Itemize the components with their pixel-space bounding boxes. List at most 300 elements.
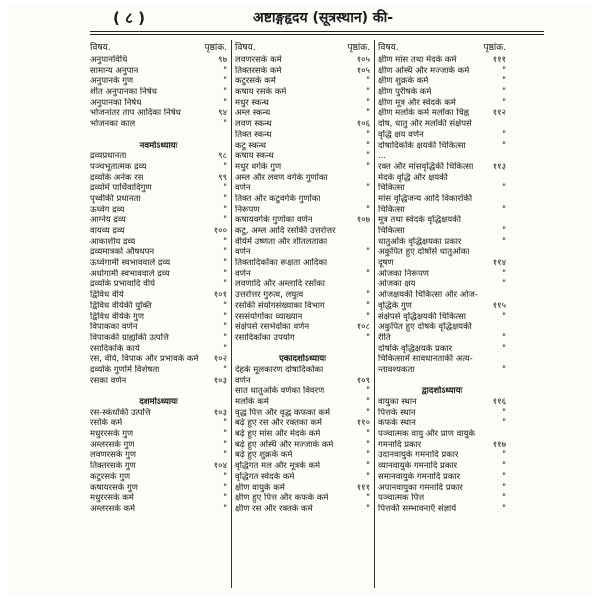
entry-page: १०५ [356, 55, 370, 65]
entry-subject: वायव्य द्रव्य [90, 226, 125, 236]
entry-page: ११५ [492, 300, 506, 311]
index-entry [90, 226, 227, 237]
index-entry [90, 108, 227, 119]
index-entry [90, 194, 227, 205]
index-entry [378, 194, 506, 205]
entry-page: " [223, 119, 227, 130]
entry-subject: क्षीण रस और रक्तके कर्म [235, 503, 313, 514]
entry-subject: वृद्धिगत स्वेदके कर्म [235, 471, 295, 482]
entry-subject: क्षीण शुक्रके कर्म [378, 76, 429, 87]
entry-subject: कषायवर्गके गुणोंका वर्णन [235, 215, 313, 226]
page-number: ( ८ ) [113, 9, 145, 27]
entry-subject: पित्तकी सम्भावनाएँ संज्ञायें [378, 503, 457, 514]
entry-page: " [223, 311, 227, 322]
chapter-heading [235, 354, 370, 365]
index-column-2 [235, 40, 370, 515]
entry-page: १०२ [213, 354, 227, 365]
entry-page: " [502, 65, 506, 76]
index-entry [378, 226, 506, 237]
entry-page: " [366, 503, 370, 514]
entry-subject: पृथ्वीकी प्रधानता [90, 193, 141, 204]
index-entry [378, 312, 506, 323]
entry-subject: क्षीण मांस तथा मेदके कर्म [378, 55, 457, 65]
entry-subject: ओजका क्षय [378, 279, 416, 290]
entry-subject: चिकित्सा [378, 204, 405, 215]
entry-subject: द्रव्योंके गुणोंमें विशेषता [90, 364, 160, 375]
entry-subject: कषाय स्कन्ध [235, 151, 274, 162]
entry-page: " [366, 151, 370, 162]
index-entry [378, 87, 506, 98]
entry-subject: व्यानवायुके गमनादि प्रकार [378, 461, 458, 472]
index-entry [90, 504, 227, 515]
entry-page: " [366, 268, 370, 279]
index-entry [235, 215, 370, 226]
running-title: अष्टाङ्गहृदय (सूत्रस्थान) की- [253, 10, 394, 26]
entry-subject: द्विविध वीर्य [90, 290, 124, 301]
entry-page: १०० [213, 226, 227, 236]
entry-subject: क्षीण हुए पित्त और कफके कर्म [235, 493, 329, 504]
entry-page: " [502, 129, 506, 140]
entry-page: " [502, 183, 506, 194]
entry-list [235, 55, 370, 515]
index-entry [378, 376, 506, 387]
subject-heading: विषय. [90, 43, 111, 53]
index-entry [378, 354, 506, 365]
page-heading: पृष्ठांक. [347, 43, 370, 53]
entry-page: " [502, 268, 506, 279]
entry-subject: दोष, धातु और मलोंकी संक्षेपसे [378, 119, 472, 130]
entry-page: ११४ [492, 258, 506, 269]
entry-page: " [366, 97, 370, 108]
entry-subject: रससंयोगोंका व्याख्यान [235, 311, 303, 322]
index-entry [235, 258, 370, 269]
index-entry [378, 322, 506, 333]
index-entry [378, 450, 506, 461]
entry-subject: तिक्तरसके कर्म [235, 65, 282, 76]
entry-subject: रीति [378, 332, 391, 343]
entry-page: ११६ [492, 397, 506, 407]
entry-page: " [223, 343, 227, 354]
entry-subject: चिकित्सामें सावधानताकी अत्य- [378, 354, 473, 365]
entry-page: " [366, 290, 370, 301]
entry-subject: कटुरसके कर्म [235, 76, 276, 87]
index-entry [90, 119, 227, 130]
index-entry [235, 119, 370, 130]
entry-page: " [502, 76, 506, 87]
entry-subject: अकुपित हुए दोषोंसे धातुओंका [378, 247, 470, 258]
entry-page: " [366, 161, 370, 172]
column-header [90, 40, 227, 52]
entry-subject: वृद्धि क्षय वर्णन [378, 129, 424, 140]
entry-page: " [223, 87, 227, 98]
entry-subject: रस-स्कंधोंकी उत्पत्ति [90, 407, 151, 418]
entry-page: ११३ [492, 161, 506, 172]
entry-subject: कफके स्थान [378, 418, 416, 429]
entry-subject: वृद्धिगत मल और मूत्रके कर्म [235, 461, 321, 472]
entry-page: " [223, 332, 227, 343]
subject-heading: विषय. [378, 43, 399, 53]
entry-page: ११७ [492, 439, 506, 450]
entry-page: " [502, 87, 506, 98]
index-entry [90, 386, 227, 397]
entry-subject: रसका वर्णन [90, 375, 127, 386]
index-entry [90, 472, 227, 483]
index-entry [90, 98, 227, 109]
entry-page: " [502, 471, 506, 482]
index-entry [235, 418, 370, 429]
index-entry [378, 408, 506, 419]
entry-page: " [366, 129, 370, 140]
entry-subject: बढ़े हुए रस और रक्तका कर्म [235, 418, 322, 429]
index-entry [90, 237, 227, 248]
entry-subject: अम्लरसके कर्म [90, 503, 136, 514]
index-entry [90, 418, 227, 429]
index-entry [90, 376, 227, 387]
entry-subject: कषाय रसके कर्म [235, 87, 287, 98]
entry-page: " [366, 140, 370, 151]
entry-page: १०३ [213, 407, 227, 418]
index-entry [235, 87, 370, 98]
index-entry [235, 173, 370, 184]
index-entry [378, 66, 506, 77]
entry-subject: गमनादि प्रकार [378, 439, 422, 450]
index-entry [235, 397, 370, 408]
entry-page: " [502, 407, 506, 418]
entry-subject: बढ़े हुए अस्थि और मज्जाके कर्म [235, 439, 334, 450]
entry-subject: अकुपित हुए दोषके वृद्धिक्षयकी [378, 322, 472, 333]
entry-page: " [223, 471, 227, 482]
entry-page: " [502, 140, 506, 151]
index-entry [90, 215, 227, 226]
entry-subject: मलोंके कर्म [235, 397, 269, 407]
entry-subject: पित्तके स्थान [378, 407, 416, 418]
index-entry [235, 365, 370, 376]
entry-page: " [223, 300, 227, 311]
entry-page: " [366, 87, 370, 98]
entry-subject: रसोंकी संयोगसंख्याका विभाग [235, 300, 325, 311]
index-entry [378, 183, 506, 194]
entry-page: १०४ [213, 461, 227, 472]
entry-page: " [223, 439, 227, 450]
entry-page: " [502, 493, 506, 504]
index-entry [90, 450, 227, 461]
index-entry [378, 440, 506, 451]
index-entry [378, 173, 506, 184]
entry-page: " [223, 503, 227, 514]
index-entry [235, 55, 370, 66]
entry-page: " [223, 204, 227, 215]
column-divider [374, 40, 375, 588]
entry-subject: रसादिकोंका उपयोग [235, 332, 295, 343]
entry-page: " [366, 397, 370, 407]
index-entry [90, 66, 227, 77]
entry-page: " [502, 204, 506, 215]
index-entry [235, 237, 370, 248]
entry-page: १११ [356, 482, 370, 493]
index-entry [235, 408, 370, 419]
index-entry [378, 290, 506, 301]
entry-subject: वीर्यमें उष्णता और शीतलताका [235, 236, 328, 247]
index-entry [90, 461, 227, 472]
entry-page: " [223, 482, 227, 493]
index-entry [90, 344, 227, 355]
entry-subject: दशमोऽध्यायः [139, 397, 178, 407]
index-entry [235, 98, 370, 109]
entry-subject: अपानवायुका गमनादि प्रकार [378, 482, 463, 493]
entry-subject: द्विविध वीर्यके गुण [90, 311, 144, 322]
entry-page: ९७ [218, 55, 227, 65]
book-page [8, 4, 592, 596]
entry-page: " [502, 461, 506, 472]
entry-page: " [223, 364, 227, 375]
index-entry [90, 55, 227, 66]
index-entry [378, 397, 506, 408]
entry-page: " [223, 236, 227, 247]
entry-subject: वर्णन [235, 375, 251, 386]
index-column-3 [378, 40, 506, 515]
index-entry [378, 429, 506, 440]
index-entry [90, 76, 227, 87]
entry-page: " [223, 429, 227, 440]
entry-page: " [366, 183, 370, 194]
entry-subject: ऊर्ध्वगामी स्वभाववाले द्रव्य [90, 258, 171, 269]
index-entry [90, 483, 227, 494]
entry-page: " [502, 236, 506, 247]
entry-page: " [502, 450, 506, 461]
index-entry [235, 141, 370, 152]
index-entry [378, 472, 506, 483]
entry-subject: रस, वीर्य, विपाक और प्रभावके कर्म [90, 354, 199, 365]
index-entry [235, 450, 370, 461]
entry-subject: तिक्त स्कन्ध [235, 129, 272, 140]
entry-page: " [366, 493, 370, 504]
index-entry [90, 440, 227, 451]
page-heading: पृष्ठांक. [204, 43, 227, 53]
entry-page: ९४ [218, 108, 227, 119]
entry-subject: अनुपानके गुण [90, 76, 134, 87]
entry-subject: पञ्चभूतात्मक द्रव्य [90, 161, 147, 172]
entry-page: " [223, 450, 227, 461]
index-entry [90, 365, 227, 376]
entry-subject: मूत्र तथा स्वेदके वृद्धिक्षयकी [378, 215, 461, 226]
entry-subject: वर्णन [235, 268, 251, 279]
entry-subject: वर्णन [235, 247, 251, 258]
entry-subject: द्रव्योंके अनेक रस [90, 172, 144, 183]
entry-page: " [223, 193, 227, 204]
index-entry [235, 279, 370, 290]
entry-subject: नवमोऽध्यायः [139, 140, 178, 151]
index-entry [90, 429, 227, 440]
index-entry [235, 162, 370, 173]
entry-page: " [366, 429, 370, 440]
index-entry [235, 290, 370, 301]
entry-subject: पञ्चात्मक वायु और प्राण वायुके [378, 429, 475, 440]
entry-subject: देहके मूलकारण दोषादिकोंका [235, 364, 324, 375]
column-header [378, 40, 506, 52]
entry-page: " [223, 418, 227, 429]
index-entry [378, 55, 506, 66]
index-entry [378, 205, 506, 216]
index-entry [235, 183, 370, 194]
index-entry [235, 226, 370, 237]
entry-subject: मांस वृद्धिजन्य आदि विकारोंकी [378, 193, 473, 204]
index-entry [235, 76, 370, 87]
entry-page: ११० [356, 418, 370, 429]
index-entry [378, 493, 506, 504]
entry-subject: द्रव्योंमें पार्थिवादिगुण [90, 183, 152, 194]
index-entry [90, 151, 227, 162]
entry-page: " [502, 364, 506, 375]
entry-subject: समानवायुके गमनादि प्रकार [378, 471, 461, 482]
index-entry [235, 301, 370, 312]
entry-subject: कटु स्कन्ध [235, 140, 266, 151]
index-entry [235, 483, 370, 494]
entry-subject: विपाककी ग्राह्योंकी उत्पत्ति [90, 332, 169, 343]
index-entry [235, 472, 370, 483]
index-entry [378, 365, 506, 376]
index-entry [378, 418, 506, 429]
entry-subject: मधुर वर्गके गुण [235, 161, 282, 172]
entry-subject: बढ़े हुए शुक्रके कर्म [235, 450, 293, 461]
entry-subject: मेदके वृद्धि और क्षयकी [378, 172, 448, 183]
index-entry [378, 504, 506, 515]
entry-subject: ऊर्ध्वग द्रव्य [90, 204, 125, 215]
entry-subject: द्वादशोऽध्यायः [421, 386, 463, 397]
index-entry [235, 130, 370, 141]
entry-page: ११२ [492, 108, 506, 119]
entry-subject: अम्ल और लवण वर्गके गुणोंका [235, 172, 328, 183]
entry-page: " [223, 183, 227, 194]
index-entry [235, 108, 370, 119]
entry-subject: आग्नेय द्रव्य [90, 215, 126, 226]
entry-subject: रसादिकोंके कार्य [90, 343, 140, 354]
index-entry [90, 247, 227, 258]
entry-subject: सात धातुओंके वर्णका विवरण [235, 386, 325, 397]
entry-subject: क्षीण वायुके कर्म [235, 482, 285, 493]
entry-subject: चिकित्सा [378, 226, 405, 236]
index-entry [90, 301, 227, 312]
entry-page: १११ [492, 55, 506, 65]
index-entry [378, 108, 506, 119]
entry-subject: द्विविध वीर्यकी युक्ति [90, 300, 152, 311]
index-entry [90, 312, 227, 323]
entry-page: " [366, 439, 370, 450]
index-entry [235, 344, 370, 355]
entry-page: " [366, 311, 370, 322]
entry-page: " [223, 322, 227, 333]
entry-subject: संक्षेपसे रसभेदोंका वर्णन [235, 322, 310, 333]
entry-subject: लवणरसके कर्म [235, 55, 282, 65]
entry-subject: वृद्ध पित्त और वृद्ध कफका कर्म [235, 407, 331, 418]
index-entry [90, 87, 227, 98]
entry-page: " [223, 65, 227, 76]
index-entry [378, 237, 506, 248]
entry-subject: अनुपानका निषेध [90, 97, 142, 108]
entry-page: " [223, 161, 227, 172]
index-entry [235, 333, 370, 344]
entry-page: १०९ [356, 375, 370, 386]
entry-page: ९९ [218, 172, 227, 183]
index-entry [235, 194, 370, 205]
entry-list [90, 55, 227, 515]
entry-subject: भोजनांतर ताप आदिका निषेध [90, 108, 181, 119]
index-entry [378, 344, 506, 355]
header-rule [90, 31, 544, 32]
header-rule-double [90, 34, 544, 35]
index-entry [378, 162, 506, 173]
index-entry [378, 119, 506, 130]
index-entry [378, 151, 506, 162]
index-entry [378, 215, 506, 226]
entry-subject: क्षीण अस्थि और मज्जाके कर्म [378, 65, 470, 76]
entry-page: " [366, 76, 370, 87]
entry-subject: कटु, अम्ल आदि रसोंकी उत्तरोत्तर [235, 226, 336, 236]
entry-subject: दोषोंके वृद्धिक्षयके प्रकार [378, 343, 453, 354]
index-entry [235, 269, 370, 280]
index-entry [235, 151, 370, 162]
entry-subject: भोजनका काल [90, 119, 136, 130]
index-entry [378, 279, 506, 290]
entry-page: " [502, 343, 506, 354]
index-entry [235, 386, 370, 397]
index-entry [378, 98, 506, 109]
index-entry [235, 376, 370, 387]
entry-page: " [502, 311, 506, 322]
index-entry [90, 173, 227, 184]
entry-page: " [366, 204, 370, 215]
entry-page: " [502, 503, 506, 514]
entry-subject: संक्षेपसे वृद्धिक्षयकी चिकित्सा [378, 311, 466, 322]
entry-subject: सामान्य अनुपान [90, 65, 139, 76]
entry-page: " [223, 493, 227, 504]
entry-subject: बढ़े हुए मांस और मेदके कर्म [235, 429, 321, 440]
entry-subject: मधुर स्कन्ध [235, 97, 269, 108]
index-entry [90, 322, 227, 333]
entry-subject: अम्लरसके गुण [90, 439, 135, 450]
entry-subject: लवणादि और अम्लादि रसोंका [235, 279, 325, 290]
entry-subject: लवण स्कन्ध [235, 119, 272, 130]
index-entry [378, 247, 506, 258]
entry-subject: धातुओंके वृद्धिक्षयका प्रकार [378, 236, 462, 247]
entry-page: १०७ [356, 215, 370, 226]
entry-page: १०३ [213, 375, 227, 386]
entry-subject: उत्तरोत्तर गुरुत्व, लघुत्व [235, 290, 304, 301]
index-entry [90, 408, 227, 419]
entry-subject: ... [378, 151, 387, 162]
index-entry [235, 66, 370, 77]
entry-page: " [366, 471, 370, 482]
entry-page: " [502, 279, 506, 290]
entry-subject: तिक्तादिकोंका रूक्षता आदिका [235, 258, 328, 269]
index-entry [235, 205, 370, 216]
entry-subject: ओजक्षयकी चिकित्सा और ओज- [378, 290, 478, 301]
column-divider [231, 40, 232, 588]
entry-subject: मधुररसके कर्म [90, 493, 134, 504]
entry-subject: विपाकका वर्णन [90, 322, 138, 333]
index-entry [90, 290, 227, 301]
entry-page: " [223, 258, 227, 269]
entry-subject: लवणरसके गुण [90, 450, 137, 461]
entry-subject: उदानवायुके गमनादि प्रकार [378, 450, 459, 461]
index-entry [378, 141, 506, 152]
entry-page: " [366, 407, 370, 418]
index-entry [378, 333, 506, 344]
entry-page: " [502, 97, 506, 108]
index-entry [90, 333, 227, 344]
index-entry [90, 258, 227, 269]
entry-subject: ओजका निरूपण [378, 268, 429, 279]
entry-subject: रसोंके कर्म [90, 418, 123, 429]
